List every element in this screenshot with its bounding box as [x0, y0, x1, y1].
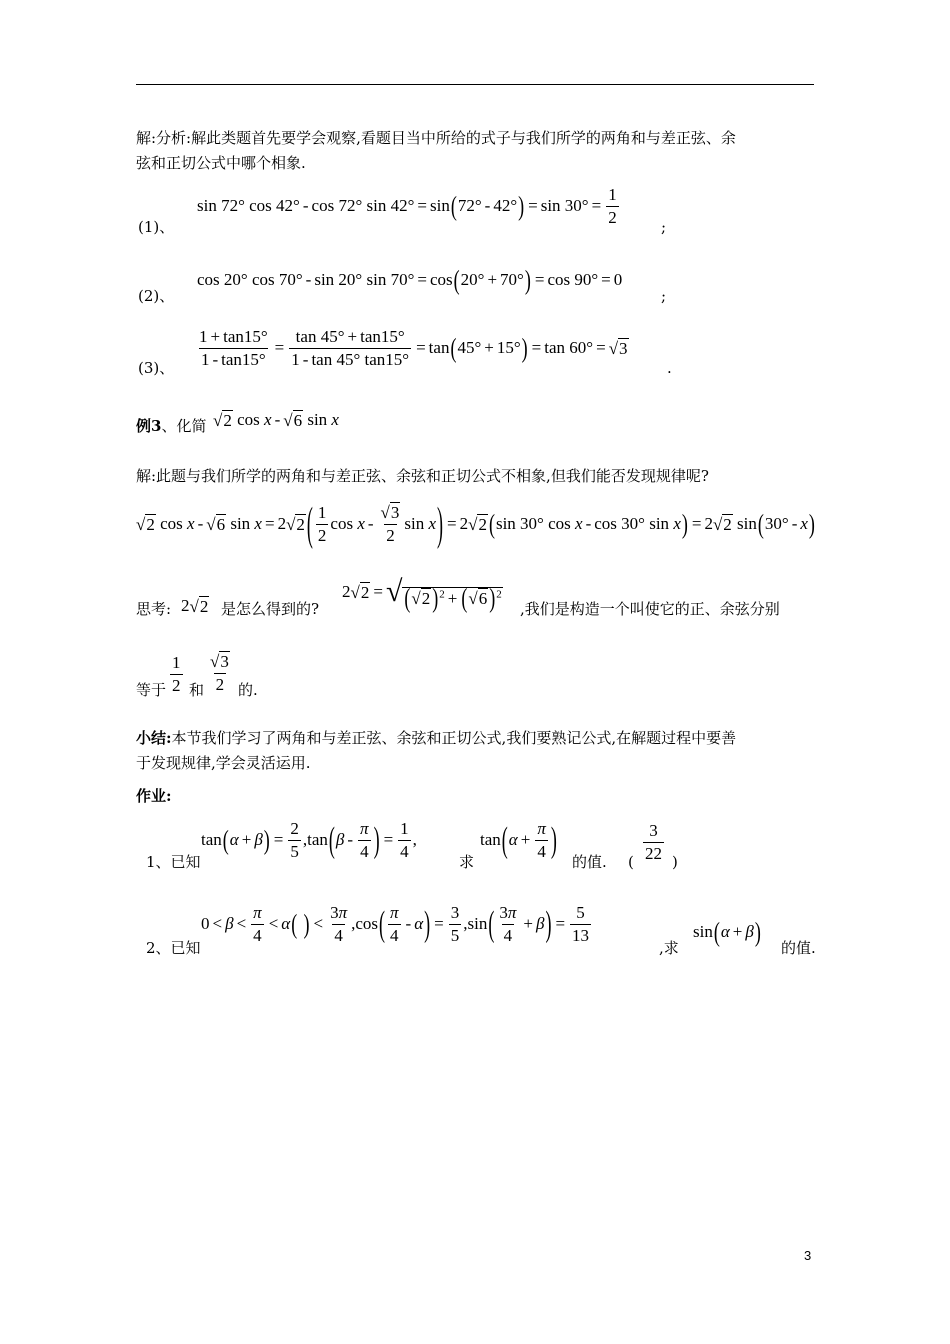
item-3-label: (3)、: [138, 359, 175, 377]
example-3-heading: [136, 413, 206, 439]
header-rule: [136, 84, 814, 85]
item-1-formula: sin 72° cos 42° - cos 72° sin 42° = sin ( 72° - 42° ) = sin 30° = $\frac{1}{2}$: [197, 184, 617, 227]
summary-line-1: [136, 725, 736, 751]
homework-2-given: 0 < β < $\frac{\pi}{4}$ < α ( ) < $\frac{3\pi}{4}$ ,cos ( $\frac{\pi}{4}$ - α ) = $\frac{3}{5}$ ,sin ( $\frac{3\pi}{4}$ + β ) = $\frac{5}{13}$: [201, 902, 590, 945]
example-3-formula: √ 2 cos x - √ 6 sin x: [213, 410, 339, 430]
solution-3-text: 解:此题与我们所学的两角和与差正弦、余弦和正切公式不相象,但我们能否发现规律呢?: [136, 467, 709, 485]
thinking-question: 是怎么得到的?: [221, 600, 320, 618]
homework-1-answer: $\frac{3}{22}$: [645, 820, 662, 863]
item-2-end: ;: [661, 287, 667, 305]
thinking-equal-text: 等于: [136, 681, 167, 699]
homework-1-ask: 求: [459, 853, 475, 871]
homework-2-label: 2、已知: [146, 939, 201, 957]
item-1-label: (1)、: [138, 218, 175, 236]
fraction-one-half: $\frac{1}{2}$: [172, 652, 181, 695]
example-3-text: 、化简: [161, 417, 207, 435]
thinking-label: 思考:: [136, 600, 172, 618]
thinking-expr-b: 2 √ 2 = √ ( √ 2 )$^2$ + ( √ 6 )$^2$: [342, 575, 502, 613]
item-2-formula: cos 20° cos 70° - sin 20° sin 70° = cos ( 20° + 70° ) = cos 90° = 0: [197, 264, 623, 295]
solution-3-formula: √ 2 cos x - √ 6 sin x = 2 √ 2 ( $\frac{1}{2}$ cos x - √ 3 2 sin x ) = 2 √ 2 ( sin 30° cos x - cos 30° sin x ) = 2 √ 2 sin ( 30° - x ): [136, 496, 815, 549]
summary-line-2: 于发现规律,学会灵活运用.: [136, 754, 311, 772]
example-3-label: 例3: [136, 417, 162, 435]
summary-label: 小结:: [136, 729, 172, 747]
item-3-end: .: [667, 359, 672, 377]
thinking-rest: ,我们是构造一个叫使它的正、余弦分别: [520, 600, 780, 618]
homework-1-target: tan ( α + $\frac{\pi}{4}$ ): [480, 818, 557, 861]
homework-2-ask: ,求: [659, 939, 679, 957]
page-number: 3: [804, 1248, 812, 1263]
thinking-of: 的.: [238, 681, 258, 699]
item-3-formula: $\frac{1 + \tan 15^\circ}{1 - \tan 15^\circ}$ = $\frac{\tan 45^\circ + \tan 15^\circ}{1 - \tan 45^\circ \tan 15^\circ}$ = tan ( 45° + 15° ) = tan 60° = √ 3: [199, 326, 628, 369]
homework-1-answer-close: ): [672, 853, 678, 871]
homework-1-given: tan ( α + β ) = $\frac{2}{5}$ ,tan ( β - $\frac{\pi}{4}$ ) = $\frac{1}{4}$ ,: [201, 818, 417, 861]
summary-text-1: 本节我们学习了两角和与差正弦、余弦和正切公式,我们要熟记公式,在解题过程中要善: [171, 729, 737, 747]
homework-2-end: 的值.: [781, 939, 816, 957]
item-2-label: (2)、: [138, 287, 175, 305]
item-1-end: ;: [661, 218, 667, 236]
fraction-sqrt3-over-2: √ 3 2: [210, 652, 229, 694]
intro-line-1: 解:分析:解此类题首先要学会观察,看题目当中所给的式子与我们所学的两角和与差正弦、余: [136, 129, 736, 147]
homework-1-end: 的值.: [572, 853, 607, 871]
homework-1-label: 1、已知: [146, 853, 201, 871]
thinking-expr-a: 2 √ 2: [181, 596, 209, 616]
homework-2-target: sin ( α + β ): [693, 916, 761, 947]
intro-line-2: 弦和正切公式中哪个相象.: [136, 154, 306, 172]
homework-1-answer-open: (: [628, 853, 634, 871]
homework-label: 作业:: [136, 787, 172, 805]
thinking-and: 和: [189, 681, 205, 699]
